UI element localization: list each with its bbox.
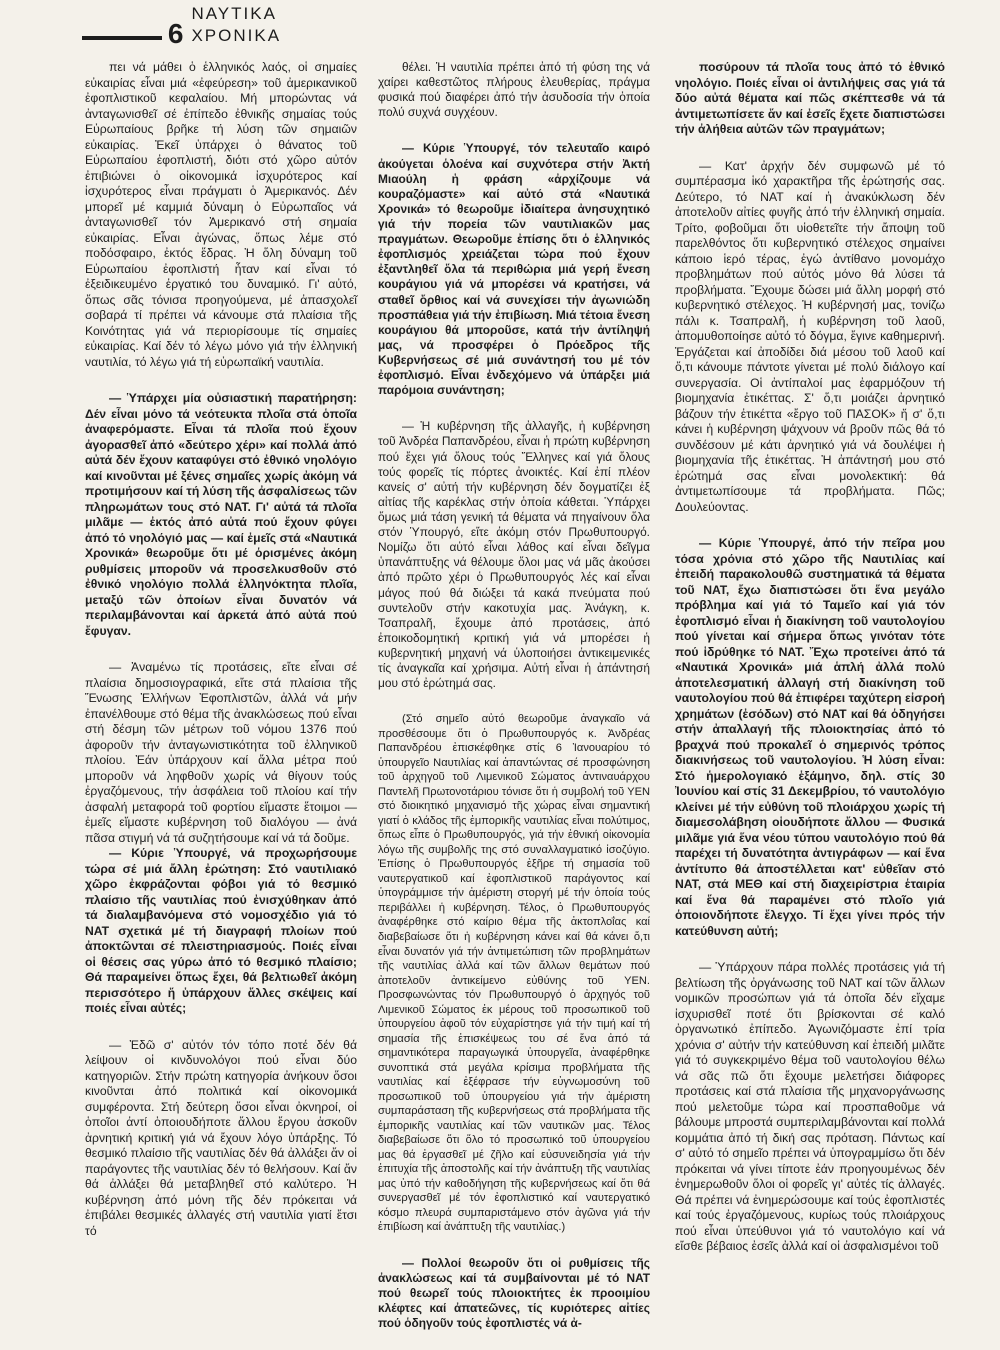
article-paragraph: — Κύριε Ὑπουργέ, νά προχωρήσουμε τώρα σέ μιά ἄλλη ἐρώτηση: Στό ναυτιλιακό χῶρο ἐκφράζονται φόβοι γιά τό θεσμικό πλαίσιο τῆς ναυτιλίας πού ἐνισχύθηκαν ἀπό τά διαλαμβανόμενα στό νομοσχέδιο γιά τό ΝΑΤ σχετικά μέ τή διαγραφή πλοίων πού ἀποκτῶνται σέ πλειστηριασμούς. Ποιές εἶναι οἱ θέσεις σας γύρω ἀπό τό θεσμικό πλαίσιο; Θά παραμείνει ὅπως ἔχει, θά βελτιωθεῖ ἀκόμη περισσότερο ἤ ὑπάρχουν ἄλλες σκέψεις καί ποιές εἶναι αὐτές; xyxy=(85,846,357,1015)
article-paragraph: ποσύρουν τά πλοῖα τους ἀπό τό ἐθνικό νηολόγιο. Ποιές εἶναι οἱ ἀντιλήψεις σας γιά τά δύο αὐτά θέματα καί πῶς σκέπτεσθε νά τά ἀντιμετωπίσετε ἄν καί ἐσεῖς ἔχετε διαπιστώσει τήν ἀλήθεια αὐτῶν τῶν πραγμάτων; xyxy=(675,60,945,136)
text-column-3 xyxy=(675,60,945,1255)
magazine-title: ΝΑΥΤΙΚΑ ΧΡΟΝΙΚΑ xyxy=(191,4,282,45)
article-paragraph: — Ὑπάρχει μία οὐσιαστική παρατήρηση: Δέν εἶναι μόνο τά νεότευκτα πλοῖα στά ὁποῖα ἀναφερόμαστε. Εἶναι τά πλοῖα πού ἔχουν ἀγορασθεῖ ἀπό «δεύτερο χέρι» καί πολλά ἀπό αὐτά δέν ἔχουν καταφύγει στό ἐθνικό νηολόγιο καί κινοῦνται μέ ξένες σημαῖες χωρίς ἀκόμη νά προτιμήσουν καί τή λύση τῆς ἀσφαλίσεως τῶν πληρωμάτων τους στό ΝΑΤ. Γι' αὐτά τά πλοῖα μιλᾶμε — ἐκτός ἀπό αὐτά πού ἔχουν φύγει ἀπό τό νηολόγιό μας — καί ἐμεῖς στά «Ναυτικά Χρονικά» θεωροῦμε ὅτι μέ ὁρισμένες ἀκόμη ρυθμίσεις μποροῦν νά προσελκυσθοῦν στό ἐθνικό νηολόγιο πολλά ἑλληνόκτητα πλοῖα, μεταξύ τῶν ὁποίων εἶναι δυνατόν νά περιλαμβάνονται καί ἀρκετά ἀπό αὐτά πού ἔφυγαν. xyxy=(85,391,357,638)
page-header xyxy=(82,4,372,49)
article-paragraph: (Στό σημεῖο αὐτό θεωροῦμε ἀναγκαῖο νά προσθέσουμε ὅτι ὁ Πρωθυπουργός κ. Ἀνδρέας Παπανδρέου ἐπισκέφθηκε στίς 6 Ἰανουαρίου τό ὑπουργεῖο Ναυτιλίας καί ἀπαντώντας σέ προσφώνηση τοῦ ἀρχηγοῦ τοῦ Λιμενικοῦ Σώματος ἀντιναυάρχου Παντελῆ Πρωτονοτάριου τόνισε ὅτι ἡ συμβολή τοῦ ΥΕΝ στό διοικητικό μηχανισμό τῆς χώρας εἶναι σημαντική γιατί ὁ κλάδος τῆς ἐμπορικῆς ναυτιλίας εἶναι πολύτιμος, ὅπως εἶπε ὁ Πρωθυπουργός, γιά τήν ἐθνική οἰκονομία λόγω τῆς συμβολῆς της στό συναλλαγματικό ἰσοζύγιο. Ἐπίσης ὁ Πρωθυπουργός ἐξῆρε τή σημασία τοῦ ναυτεργατικοῦ καί ἐφοπλιστικοῦ παράγοντος καί ὑπογράμμισε τήν ἀμέριστη στοργή μέ τήν ὁποία τούς περιβάλλει ἡ κυβέρνηση. Τέλος, ὁ Πρωθυπουργός ἀναφέρθηκε στό καίριο θέμα τῆς ἀκτοπλοΐας καί διαβεβαίωσε ὅτι ἡ κυβέρνηση κάνει καί θά κάνει ὅ,τι εἶναι δυνατόν γιά τήν ἀντιμετώπιση τῶν προβλημάτων τῆς ναυτιλίας ἀλλά καί τῶν ἄλλων θεμάτων πού ἀποτελοῦν ἀντικείμενο εὐθύνης τοῦ ΥΕΝ. Προσφωνώντας τόν Πρωθυπουργό ὁ ἀρχηγός τοῦ Λιμενικοῦ Σώματος ἐκ μέρους τοῦ προσωπικοῦ τοῦ ὑπουργείου ἀφοῦ τόν εὐχαρίστησε γιά τήν τιμή καί τή σημασία τῆς ἐπισκέψεως του σέ ἕνα ἀπό τά σημαντικότερα παραγωγικά ὑπουργεῖα, ἀναφέρθηκε συνοπτικά στά μεγάλα κρίσιμα προβλήματα τῆς ναυτιλίας καί ἐξέφρασε τήν εὐγνωμοσύνη τοῦ προσωπικοῦ τοῦ ὑπουργείου γιά τήν ἀμέριστη συμπαράσταση τῆς κυβερνήσεως στά προβλήματα τῆς ἐμπορικῆς ναυτιλίας καί τῶν ναυτικῶν μας. Τέλος διαβεβαίωσε ὅτι ὅλο τό προσωπικό τοῦ ὑπουργείου μας θά ἐργασθεῖ μέ ζῆλο καί εὐσυνειδησία γιά τήν ἐπιτυχία τῆς ἀποστολῆς καί τήν ἀνάπτυξη τῆς ναυτιλίας μας ὑπό τήν καθοδήγηση τῆς κυβερνήσεως καί ὅτι θά συνεργασθεῖ μέ τόν ἐφοπλιστικό καί ναυτεργατικό κόσμο πλευρά συμπαριστάμενο στόν ἀγῶνα γιά τήν ἐπιβίωση καί ἀνάπτυξη τῆς ναυτιλίας.) xyxy=(378,713,650,1234)
article-paragraph: θέλει. Ἡ ναυτιλία πρέπει ἀπό τή φύση της νά χαίρει καθεστῶτος πλήρους ἐλευθερίας, πράγμα φυσικά πού διαφέρει ἀπό τήν ἀσυδοσία τήν ὁποία πολύ συχνά συγχέουν. xyxy=(378,60,650,120)
text-column-2 xyxy=(378,60,650,1331)
header-rule xyxy=(82,36,162,40)
article-paragraph: — Κύριε Ὑπουργέ, τόν τελευταῖο καιρό ἀκούγεται ὁλοένα καί συχνότερα στήν Ἀκτή Μιαούλη ἡ φράση «ἀρχίζουμε νά κουραζόμαστε» καί αὐτό στά «Ναυτικά Χρονικά» τό θεωροῦμε ἰδιαίτερα ἀνησυχητικό γιά τήν πορεία τῶν ναυτιλιακῶν μας πραγμάτων. Θεωροῦμε ἐπίσης ὅτι ὁ ἑλληνικός ἐφοπλισμός χρειάζεται τώρα πού ἔχουν ἐξαντληθεῖ ὅλα τά περιθώρια μιά γερή ἔνεση κουράγιου γιά νά μπορέσει νά κρατήσει, νά σταθεῖ ὄρθιος καί νά συνεχίσει τήν ἀγωνιώδη προσπάθεια γιά τήν ἐπιβίωση. Μιά τέτοια ἔνεση κουράγιου θά μποροῦσε, κατά τήν ἀντίληψή μας, νά προσφέρει ὁ Πρόεδρος τῆς Κυβερνήσεως σέ μιά συνάντησή του μέ τόν ἐφοπλισμό. Εἶναι ἐνδεχόμενο νά ὑπάρξει μιά παρόμοια συνάντηση; xyxy=(378,141,650,398)
article-paragraph: — Κύριε Ὑπουργέ, ἀπό τήν πεῖρα μου τόσα χρόνια στό χῶρο τῆς Ναυτιλίας καί ἐπειδή παρακολουθῶ συστηματικά τά θέματα τοῦ ΝΑΤ, ἔχω διαπιστώσει ὅτι ἕνα μεγάλο πρόβλημα καί γιά τό Ταμεῖο καί γιά τόν ἐφοπλισμό εἶναι ἡ διακίνηση τοῦ ναυτολογίου πού γίνεται καί σήμερα ὅπως γινόταν τότε πού ἱδρύθηκε τό ΝΑΤ. Ἔχω προτείνει ἀπό τά «Ναυτικά Χρονικά» μιά ἁπλή ἀλλά πολύ ἀποτελεσματική ἀλλαγή στή διακίνηση τοῦ ναυτολογίου πού θά ἐπιφέρει ταχύτερη εἰσροή χρημάτων (ἐσόδων) στό ΝΑΤ καί θά ὁδηγήσει στήν ἀπαλλαγή τῆς πλοιοκτησίας ἀπό τό βραχνά πού προκαλεῖ ὁ σημερινός τρόπος διακινήσεως τοῦ ναυτολογίου. Ἡ λύση εἶναι: Στό ἡμερολογιακό ἑξάμηνο, δηλ. στίς 30 Ἰουνίου καί στίς 31 Δεκεμβρίου, τό ναυτολόγιο κλείνει μέ τήν εὐθύνη τοῦ πλοιάρχου χωρίς τή διαμεσολάβηση οἱουδήποτε ἄλλου — Φυσικά μιλᾶμε γιά ἕνα νέου τύπου ναυτολόγιο πού θά παρέχει τή δυνατότητα ἀντιγράφων — καί ἕνα ἀντίτυπο θά ἀποστέλλεται κατ' εὐθεῖαν στό ΝΑΤ, στά ΜΕΘ καί στή διαχειρίστρια ἑταιρία καί ἕνα θά παραμένει στό πλοῖο γιά ὁποιονδήποτε ἔλεγχο. Τί ἔχει γίνει πρός τήν κατεύθυνση αὐτή; xyxy=(675,536,945,938)
article-paragraph: — Πολλοί θεωροῦν ὅτι οἱ ρυθμίσεις τῆς ἀνακλώσεως καί τά συμβαίνονται μέ τό ΝΑΤ πού θεωρεῖ τούς πλοιοκτήτες ἐκ προοιμίου κλέφτες καί ἀπατεῶνες, τίς κυριότερες αἰτίες πού ὁδηγοῦν τούς ἐφοπλιστές νά ἀ- xyxy=(378,1255,650,1331)
article-paragraph: πει νά μάθει ὁ ἑλληνικός λαός, οἱ σημαίες εὐκαιρίας εἶναι μιά «ἐφεύρεση» τοῦ ἀμερικανικοῦ ἐφοπλιστικοῦ κεφαλαίου. Μή μπορώντας νά ἀνταγωνισθεῖ σέ ἐπίπεδο ἐθνικῆς σημαίας τούς Εὐρωπαίους βρῆκε τή λύση τῶν σημαιῶν εὐκαιρίας. Ἐκεῖ ὑπάρχει ὁ θάνατος τοῦ Εὐρωπαίου ἐφοπλιστή, διότι στό χῶρο αὐτόν ἐπιβιώνει ὁ οἰκονομικά ἰσχυρότερος καί ἰσχυρότερος εἶναι πράγματι ὁ Ἀμερικανός. Δέν μπορεῖ μέ καμμιά δύναμη ὁ Εὐρωπαῖος νά ἀνταγωνισθεῖ τόν Ἀμερικανό στή σημαία εὐκαιρίας. Εἶναι ἀγώνας, ὅπως λέμε στό ποδόσφαιρο, ἐκτός ἕδρας. Ἡ ὅλη δύναμη τοῦ Εὐρωπαίου ἐφοπλιστή ἦταν καί εἶναι τό ἐξειδικευμένο ἐργατικό του δυναμικό. Γι' αὐτό, ὅπως σᾶς τόνισα προηγούμενα, μέ ἀπασχολεῖ σοβαρά τί πρέπει νά κάνουμε στά πλαίσια τῆς Κοινότητας γιά νά περιορίσουμε τίς σημαίες εὐκαιρίας. Καί δέν τό λέγω μόνο γιά τήν ἑλληνική ναυτιλία, τό λέγω γιά τή εὐρωπαϊκή ναυτιλία. xyxy=(85,60,357,369)
article-paragraph: — Ἀναμένω τίς προτάσεις, εἴτε εἶναι σέ πλαίσια δημοσιογραφικά, εἴτε στά πλαίσια τῆς Ἕνωσης Ἑλλήνων Ἐφοπλιστῶν, ἀλλά νά μήν ἐπανέλθουμε στό θέμα τῆς ἀνακλώσεως πού εἶναι στή δέσμη τῶν μέτρων τοῦ νόμου 1376 πού ἀφοροῦν τήν ἀνταγωνιστικότητα τοῦ ἑλληνικοῦ πλοίου. Ἐάν ὑπάρχουν καί ἄλλα μέτρα πού μποροῦν νά ληφθοῦν χωρίς νά θίγουν τούς ἐργαζόμενους, τήν ἀσφάλεια τοῦ πλοίου καί τήν ἀσφαλή μεταφορά τοῦ φορτίου εἴμαστε ἕτοιμοι — ἐμεῖς εἴμαστε κυβέρνηση τοῦ διαλόγου — ἀνά πᾶσα στιγμή νά τά συζητήσουμε καί νά τά δοῦμε. xyxy=(85,660,357,845)
article-paragraph: — Κατ' ἀρχήν δέν συμφωνῶ μέ τό συμπέρασμα ἱκό χαρακτῆρα τῆς ἐρώτησής σας. Δεύτερο, τό ΝΑΤ καί ἡ ἀνακύκλωση δέν ἀποτελοῦν αἰτίες φυγῆς ἀπό τήν ἑλληνική σημαία. Τρίτο, φοβοῦμαι ὅτι υἱοθετεῖτε τήν ἄποψη τοῦ παρελθόντος ὅτι κυβερνητικό στέλεχος σημαίνει κάποιο ἱερό τέρας, ἐγώ ἀντίθανο μονομάχο προβλημάτων πού αὐτός μόνο θά λύσει τά προβλήματα. Ἔχουμε δώσει μιά ἄλλη μορφή στό κυβερνητικό στέλεχος. Ἡ κυβέρνησή μας, τονίζω πάλι κ. Τσαπραλῆ, ἡ κυβέρνηση τοῦ λαοῦ, ἀπομυθοποίησε αὐτό τό δόγμα, ἔγινε καθημερινή. Ἐργάζεται καί ἀποδίδει διά μέσου τοῦ λαοῦ καί ὅ,τι κάνουμε πάντοτε γίνεται μέ πολύ διάλογο καί συνεργασία. Οἱ ἀντίπαλοί μας ἐφαρμόζουν τή βιομηχανία ἐτικέττας. Σ' ὅ,τι μοιάζει ἀρνητικό βάζουν τήν ἐτικέττα «ἔργο τοῦ ΠΑΣΟΚ» ἤ σ' ὅ,τι κάνει ἡ κυβέρνηση ψάχνουν νά βροῦν πῶς θά τό συνδέσουν μέ κάτι ἀρνητικό γιά νά δουλέψει ἡ βιομηχανία τῆς ἐτικέττας. Ἡ ἀπάντησή μου στό ἐρώτημά σας εἶναι μονολεκτική: θά ἀντιμετωπίσουμε τά προβλήματα. Πῶς; Δουλεύοντας. xyxy=(675,158,945,514)
article-paragraph: — Ἐδῶ σ' αὐτόν τόν τόπο ποτέ δέν θά λείψουν οἱ κινδυνολόγοι πού εἶναι δύο κατηγοριῶν. Στήν πρώτη κατηγορία ἀνήκουν ὅσοι κινοῦνται ἀπό πολιτικά καί οἰκονομικά συμφέροντα. Στή δεύτερη ὅσοι εἶναι ὀκνηροί, οἱ ὁποῖοι ἀντί ὁποιουδήποτε ἄλλου ἔργου ἀσκοῦν ἀρνητική κριτική γιά νά ἔχουν λόγο ὑπάρξης. Τό θεσμικό πλαίσιο τῆς ναυτιλίας δέν θά ἀλλάξει ἄν οἱ παράγοντες τῆς ναυτιλίας δέν τό θελήσουν. Καί ἄν θά ἀλλάξει θά μεταβληθεῖ στό καλύτερο. Ἡ κυβέρνηση ἀπό μόνη τῆς δέν πρόκειται νά ἐπιβάλει θεσμικές ἀλλαγές στή ναυτιλία γιατί ἔτσι τό xyxy=(85,1037,357,1238)
text-column-1 xyxy=(85,60,357,1239)
page-number: 6 xyxy=(167,18,184,49)
article-paragraph: — Ἡ κυβέρνηση τῆς ἀλλαγῆς, ἡ κυβέρνηση τοῦ Ἀνδρέα Παπανδρέου, εἶναι ἡ πρώτη κυβέρνηση πού ἔχει γιά ὅλους τούς Ἕλληνες καί γιά ὅλους τούς φορεῖς τίς πόρτες ἀνοικτές. Καί ἐπί πλέον κανείς σ' αὐτή τήν κυβέρνηση δέν δογματίζει ἐξ αἰτίας τῆς καρέκλας στήν ὁποία κάθεται. Ὑπάρχει ὅμως μιά τάση γενική τά θέματα νά πηγαίνουν ὅλα στόν Ὑπουργό, εἴτε ἀκόμη στόν Πρωθυπουργό. Νομίζω ὅτι αὐτό εἶναι λάθος καί εἶναι δεῖγμα ὑπανάπτυξης νά θέλουμε ὅλοι μας νά μᾶς ἀκούσει ἀπό πρῶτο χέρι ὁ Πρωθυπουργός λές καί εἶναι μάγος πού θά διώξει τά κακά πνεύματα πού συντελοῦν στήν κακοτυχία μας. Ἀνάγκη, κ. Τσαπραλῆ, ἔχουμε ἀπό προτάσεις, ἀπό ἐποικοδομητική κριτική γιά νά μπορέσει ἡ κυβερνητική μηχανή νά ὑλοποιήσει ἀντικειμενικές τίς ἀναγκαῖα καί χρήσιμα. Αὐτή εἶναι ἡ ἀπάντησή μου στό ἐρώτημά σας. xyxy=(378,419,650,691)
article-paragraph: — Ὑπάρχουν πάρα πολλές προτάσεις γιά τή βελτίωση τῆς ὀργάνωσης τοῦ ΝΑΤ καί τῶν ἄλλων νομικῶν προσώπων γιά τά ὁποῖα δέν εἴχαμε ἰσχυρισθεῖ ποτέ ὅτι βρίσκονται σέ καλό ὀργανωτικό ἐπίπεδο. Ἀγωνιζόμαστε ἐπί τρία χρόνια σ' αὐτήν τήν κατεύθυνση καί ἐπειδή μιλᾶτε γιά τό συγκεκριμένο θέμα τοῦ ναυτολογίου θέλω νά σᾶς πῶ ὅτι ἔχουμε μελετήσει διάφορες προτάσεις καί στά πλαίσια τῆς μηχανοργάνωσης πού μελετοῦμε τώρα καί προσπαθοῦμε νά βάλουμε μπροστά συμπεριλαμβάνονται καί πολλά κομμάτια ἀπό τή δική σας πρόταση. Πάντως καί σ' αὐτό τό σημεῖο πρέπει νά ὑπογραμμίσω ὅτι δέν πρόκειται νά γίνει τίποτε ἐάν προηγουμένως δέν ἐνημερωθοῦν ὅλοι οἱ φορεῖς γι' αὐτές τίς ἀλλαγές. Θά πρέπει νά ἐνημερώσουμε καί τούς ἐφοπλιστές καί τούς ἐργαζόμενους, κυρίως τούς πλοιάρχους πού εἶναι ὑπεύθυνοι γιά τό ναυτολόγιο καί νά εἴσθε βέβαιος ἐσεῖς ἀλλά καί οἱ ἀσφαλισμένοι τοῦ xyxy=(675,960,945,1253)
